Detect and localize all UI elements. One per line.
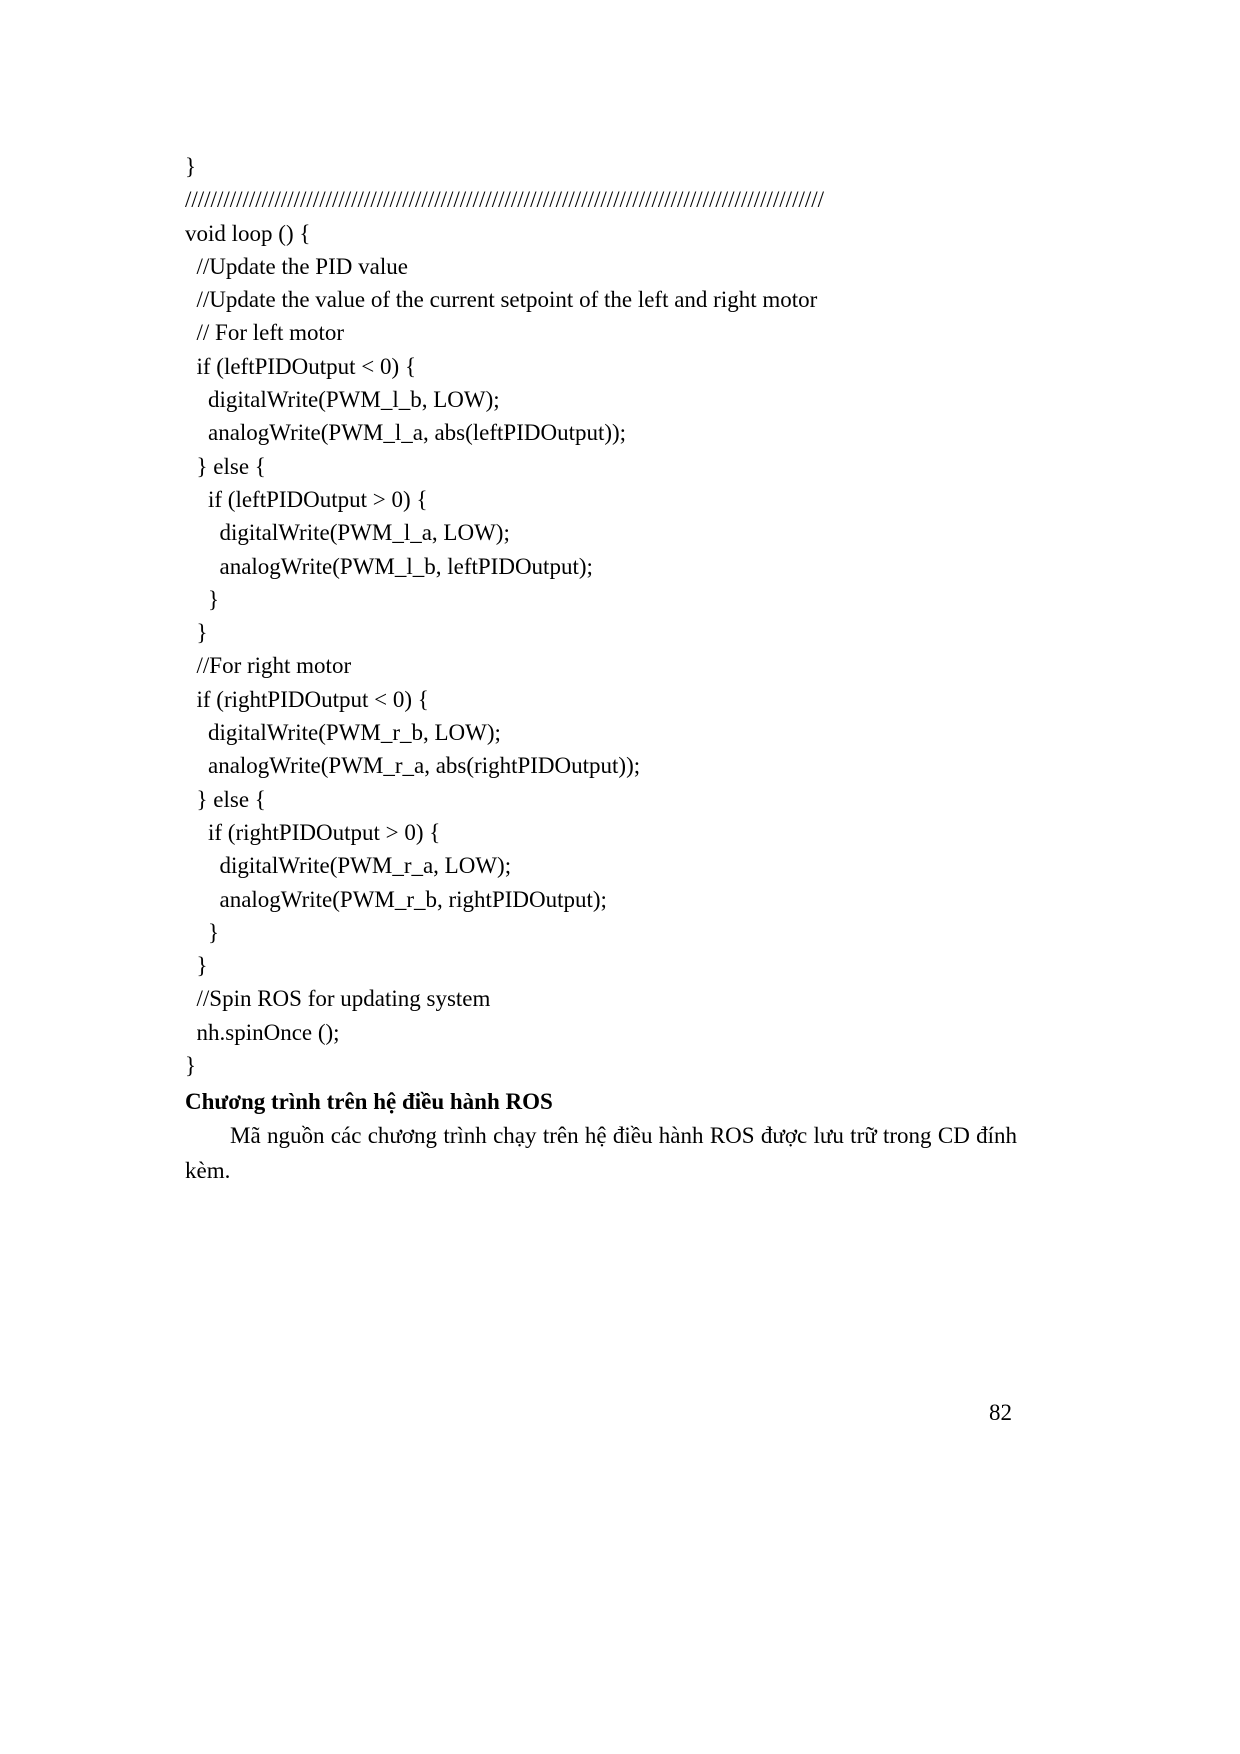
code-line: digitalWrite(PWM_r_a, LOW); (185, 853, 512, 879)
code-line: } (185, 1053, 197, 1079)
code-line: // For left motor (185, 320, 345, 346)
code-line: nh.spinOnce (); (185, 1019, 340, 1045)
code-line: //For right motor (185, 653, 352, 679)
code-line: } else { (185, 453, 266, 479)
code-line: } (185, 154, 197, 179)
code-line: if (leftPIDOutput > 0) { (185, 486, 428, 512)
code-line: } (185, 620, 208, 646)
code-line: analogWrite(PWM_l_a, abs(leftPIDOutput)); (185, 420, 627, 446)
code-line: //////////////////////////////////////////////////////////////////////////////////////////////////// (185, 187, 825, 213)
code-line: //Spin ROS for updating system (185, 986, 491, 1012)
code-line: } (185, 953, 208, 979)
code-block (185, 150, 1017, 1082)
code-line: analogWrite(PWM_l_b, leftPIDOutput); (185, 553, 593, 579)
section-heading: Chương trình trên hệ điều hành ROS (185, 1089, 553, 1115)
code-line: analogWrite(PWM_r_b, rightPIDOutput); (185, 886, 607, 912)
code-line: } else { (185, 786, 266, 812)
code-line: analogWrite(PWM_r_a, abs(rightPIDOutput)); (185, 753, 641, 779)
code-line: if (rightPIDOutput < 0) { (185, 686, 429, 712)
code-line: void loop () { (185, 220, 311, 246)
code-line: //Update the PID value (185, 253, 408, 279)
code-line: digitalWrite(PWM_l_b, LOW); (185, 387, 500, 413)
code-line: digitalWrite(PWM_r_b, LOW); (185, 720, 501, 746)
code-line: if (rightPIDOutput > 0) { (185, 819, 441, 845)
page-number: 82 (989, 1400, 1012, 1425)
code-line: } (185, 586, 220, 612)
page-content (185, 150, 1017, 1188)
code-line: if (leftPIDOutput < 0) { (185, 353, 416, 379)
code-line: //Update the value of the current setpoint of the left and right motor (185, 287, 818, 313)
code-line: } (185, 919, 220, 945)
code-line: digitalWrite(PWM_l_a, LOW); (185, 520, 510, 546)
body-paragraph: Mã nguồn các chương trình chạy trên hệ điều hành ROS được lưu trữ trong CD đính kèm. (185, 1123, 1017, 1183)
